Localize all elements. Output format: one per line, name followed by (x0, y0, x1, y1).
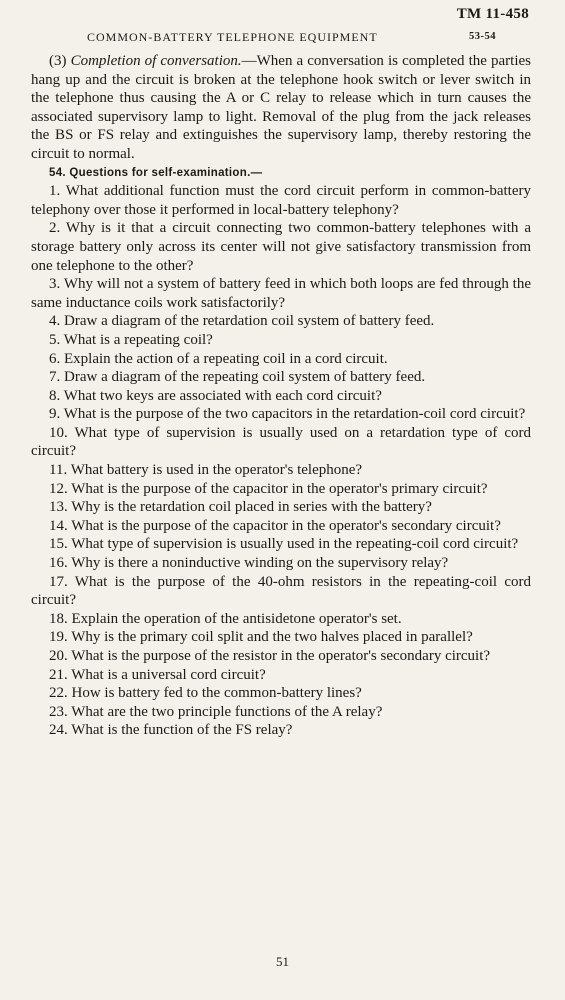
intro-text: —When a conversation is completed the parties hang up and the circuit is broken at the telephone hook switch or lever switch in the telephone thus causing the A or C relay to release which in turn causes the associated supervisory lamp to light. Removal of the plug from the jack releases the BS or FS relay and extinguishes the supervisory lamp, thereby restoring the circuit to normal. (31, 53, 532, 162)
question-number: 14. (49, 517, 68, 534)
question-item (31, 610, 531, 629)
question-number: 16. (49, 555, 68, 572)
question-text: What is the purpose of the 40-ohm resistors in the repeating-coil cord circuit? (31, 573, 531, 609)
page-number: 51 (276, 954, 289, 969)
question-item (31, 573, 531, 610)
question-text: Why is the retardation coil placed in series with the battery? (71, 499, 432, 516)
question-number: 20. (49, 648, 68, 664)
running-title: COMMON-BATTERY TELEPHONE EQUIPMENT (87, 30, 378, 44)
question-number: 22. (49, 685, 68, 702)
question-text: What is the purpose of the capacitor in the operator's primary circuit? (71, 480, 488, 497)
question-text: How is battery fed to the common-battery lines? (71, 685, 362, 702)
question-item (31, 684, 531, 703)
question-text: Explain the operation of the antisidetone operator's set. (71, 610, 402, 627)
question-text: What additional function must the cord circuit perform in common-battery telephony over those it performed in local-battery telephony? (31, 183, 532, 218)
question-item (31, 666, 531, 685)
question-number: 19. (49, 629, 68, 646)
body-text (31, 52, 531, 740)
question-number: 3. (49, 276, 61, 293)
question-text: Why will not a system of battery feed in which both loops are fed through the same inductance coils work satisfactorily? (31, 276, 532, 311)
intro-lead: (3) (49, 53, 67, 69)
question-text: What type of supervision is usually used on a retardation type of cord circuit? (31, 424, 531, 460)
question-item (31, 219, 531, 275)
question-number: 4. (49, 313, 61, 330)
question-text: What are the two principle functions of the A relay? (71, 703, 383, 720)
question-number: 11. (49, 462, 68, 479)
intro-paragraph (31, 52, 531, 164)
question-item (31, 498, 531, 517)
question-item (31, 182, 531, 219)
question-text: Explain the action of a repeating coil in a cord circuit. (64, 350, 388, 367)
question-text: Why is it that a circuit connecting two common-battery telephones with a storage battery only across its center will not give satisfactory transmission from one telephone to the other? (31, 220, 532, 274)
question-number: 7. (49, 369, 61, 386)
question-item (31, 424, 531, 461)
question-text: What is the function of the FS relay? (71, 722, 293, 739)
question-text: Why is the primary coil split and the two halves placed in parallel? (71, 629, 473, 646)
question-text: What is a repeating coil? (63, 331, 213, 348)
question-text: What is the purpose of the resistor in the operator's secondary circuit? (71, 648, 491, 664)
question-number: 2. (49, 220, 61, 237)
question-list (31, 182, 531, 740)
question-item (31, 721, 531, 740)
intro-italic-title: Completion of conversation. (70, 53, 242, 69)
question-item (31, 517, 531, 536)
question-text: What is the purpose of the capacitor in the operator's secondary circuit? (71, 517, 501, 534)
question-text: What is a universal cord circuit? (71, 666, 266, 683)
question-item (31, 275, 531, 312)
question-item (31, 535, 531, 554)
question-number: 12. (49, 480, 68, 497)
question-number: 24. (49, 722, 68, 739)
question-number: 17. (49, 573, 68, 590)
page-range: 53-54 (469, 31, 496, 42)
question-item (31, 554, 531, 573)
question-item (31, 647, 531, 666)
question-text: Draw a diagram of the repeating coil system of battery feed. (64, 369, 426, 386)
question-number: 18. (49, 610, 68, 627)
question-number: 6. (49, 350, 61, 367)
question-item (31, 387, 531, 406)
question-item (31, 405, 531, 424)
question-item (31, 312, 531, 331)
question-text: Why is there a noninductive winding on the supervisory relay? (71, 555, 449, 572)
question-text: Draw a diagram of the retardation coil system of battery feed. (64, 313, 435, 330)
question-text: What is the purpose of the two capacitors in the retardation-coil cord circuit? (63, 406, 526, 423)
question-number: 8. (49, 387, 61, 404)
question-number: 13. (49, 499, 68, 516)
section-heading: 54. Questions for self-examination.— (49, 166, 263, 179)
question-item (31, 461, 531, 480)
question-number: 23. (49, 703, 68, 720)
question-number: 21. (49, 666, 68, 683)
question-number: 15. (49, 536, 68, 553)
question-item (31, 331, 531, 350)
question-item (31, 350, 531, 369)
question-item (31, 703, 531, 722)
question-number: 10. (49, 424, 68, 441)
tm-number: TM 11-458 (456, 6, 529, 22)
question-item (31, 628, 531, 647)
question-number: 1. (49, 183, 61, 200)
question-number: 9. (49, 406, 61, 423)
question-text: What type of supervision is usually used in the repeating-coil cord circuit? (71, 536, 519, 553)
question-number: 5. (49, 331, 61, 348)
question-item (31, 368, 531, 387)
question-text: What two keys are associated with each cord circuit? (63, 387, 382, 404)
question-item (31, 480, 531, 499)
question-text: What battery is used in the operator's telephone? (70, 462, 363, 479)
